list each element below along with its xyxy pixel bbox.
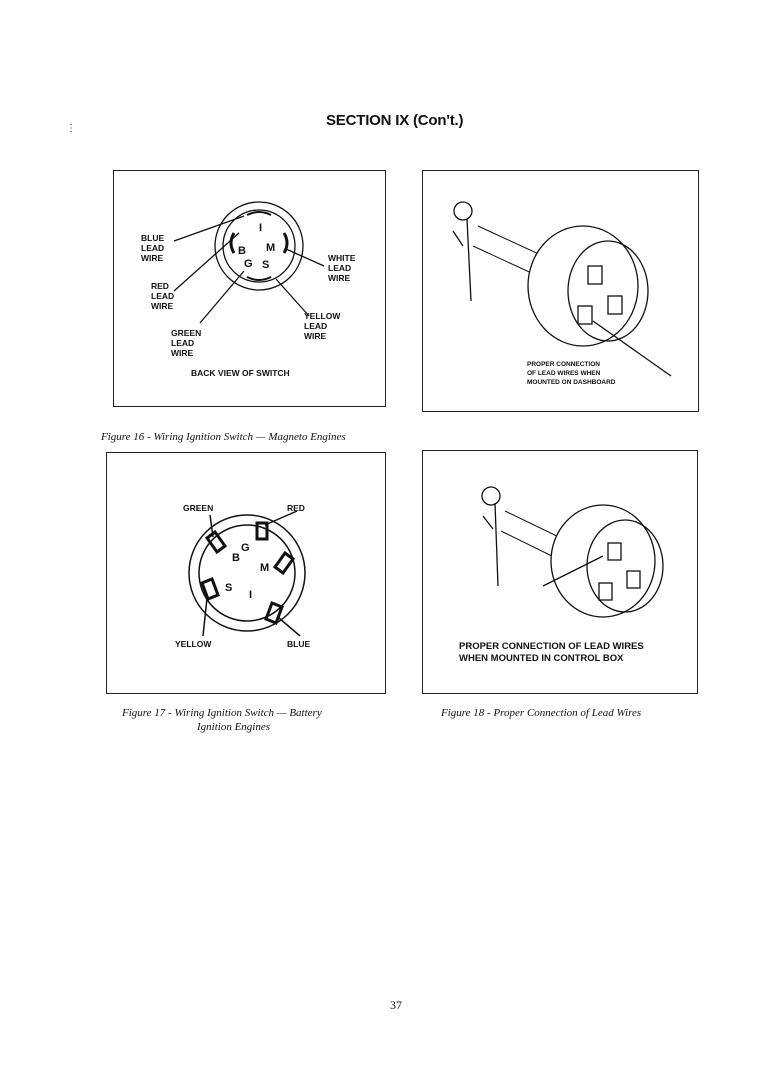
green-label: GREEN [183, 503, 214, 513]
green-label-2: LEAD [171, 338, 195, 348]
pin-s-battery: S [225, 582, 233, 594]
section-title: SECTION IX (Con't.) [326, 112, 464, 129]
dashboard-note-1: PROPER CONNECTION [527, 361, 600, 368]
figure-16-panel [113, 170, 386, 407]
white-label-1: WHITE [328, 253, 356, 263]
red-label-1: RED [151, 281, 169, 291]
red-label: RED [287, 503, 305, 513]
figure-17-panel [106, 452, 386, 694]
blue-label-3: WIRE [141, 253, 164, 263]
ignition-switch-dashboard-illustration [423, 171, 698, 411]
pin-m: M [266, 242, 276, 254]
pin-i: I [259, 222, 263, 234]
yellow-label-1: YELLOW [304, 311, 341, 321]
figure-18-panel [422, 450, 698, 694]
blue-label: BLUE [287, 639, 311, 649]
pin-g: G [244, 258, 253, 270]
figure-18-caption: Figure 18 - Proper Connection of Lead Wires [441, 707, 642, 719]
dashboard-note-2: OF LEAD WIRES WHEN [527, 370, 601, 377]
control-box-note-1: PROPER CONNECTION OF LEAD WIRES [459, 641, 644, 652]
ignition-switch-control-box-illustration [423, 451, 697, 693]
pin-b: B [238, 245, 246, 257]
yellow-label-2: LEAD [304, 321, 328, 331]
back-view-label: BACK VIEW OF SWITCH [191, 368, 290, 378]
pin-g-battery: G [241, 542, 250, 554]
white-label-2: LEAD [328, 263, 352, 273]
figure-17-caption-line1: Figure 17 - Wiring Ignition Switch — Battery [122, 707, 322, 719]
yellow-label-3: WIRE [304, 331, 327, 341]
red-label-2: LEAD [151, 291, 175, 301]
pin-s: S [262, 259, 270, 271]
blue-label-1: BLUE [141, 233, 165, 243]
white-label-3: WIRE [328, 273, 351, 283]
figure-dashboard-panel [422, 170, 699, 412]
figure-17-diagram [107, 453, 385, 693]
red-label-3: WIRE [151, 301, 174, 311]
figure-17-caption-line2: Ignition Engines [197, 721, 271, 733]
pin-i-battery: I [249, 589, 253, 601]
pin-m-battery: M [260, 562, 270, 574]
green-label-1: GREEN [171, 328, 202, 338]
green-label-3: WIRE [171, 348, 194, 358]
switch-back-view-battery [189, 511, 305, 636]
control-box-note-2: WHEN MOUNTED IN CONTROL BOX [459, 653, 624, 664]
margin-mark: ⋮ [66, 123, 76, 134]
figure-16-diagram [114, 171, 385, 406]
page-number: 37 [390, 998, 402, 1012]
pin-b-battery: B [232, 552, 240, 564]
figure-16-caption: Figure 16 - Wiring Ignition Switch — Magneto Engines [101, 431, 346, 443]
blue-label-2: LEAD [141, 243, 165, 253]
yellow-label: YELLOW [175, 639, 212, 649]
dashboard-note-3: MOUNTED ON DASHBOARD [527, 379, 616, 386]
